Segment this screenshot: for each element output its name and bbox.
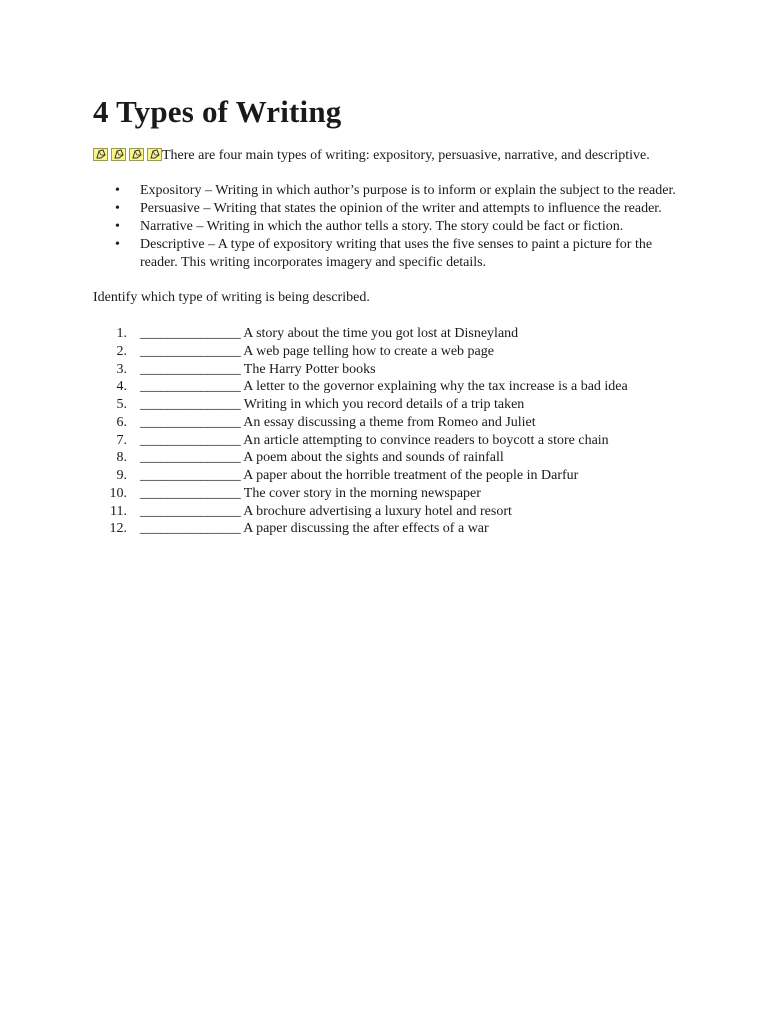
question-item	[93, 414, 700, 432]
pencil-icon	[93, 148, 108, 161]
list-item	[93, 236, 680, 272]
question-item	[93, 361, 700, 379]
instruction-text: Identify which type of writing is being described.	[93, 290, 370, 305]
answer-blank: _______________	[140, 450, 241, 466]
intro-text: There are four main types of writing: expository, persuasive, narrative, and descriptive.	[162, 148, 650, 163]
answer-blank: _______________	[140, 397, 241, 412]
question-item	[93, 325, 700, 343]
type-description: Persuasive – Writing that states the opinion of the writer and attempts to influence the reader.	[140, 201, 662, 216]
question-number: 12.	[109, 521, 127, 537]
question-item	[93, 396, 700, 414]
answer-blank: _______________	[140, 326, 241, 341]
icon-strip	[93, 148, 162, 161]
list-item	[93, 218, 680, 236]
question-number: 10.	[109, 485, 127, 501]
answer-blank: _______________	[140, 361, 241, 377]
type-description: Expository – Writing in which author’s purpose is to inform or explain the subject to the reader.	[140, 183, 676, 198]
writing-types-list	[93, 182, 676, 272]
question-number: 9.	[116, 468, 127, 483]
bullet: •	[115, 183, 120, 198]
intro-paragraph	[93, 147, 653, 165]
question-text: An article attempting to convince readers to boycott a store chain	[243, 432, 609, 448]
question-text: A story about the time you got lost at Disneyland	[243, 326, 519, 341]
question-item	[93, 343, 700, 361]
answer-blank: _______________	[140, 379, 241, 395]
answer-blank: _______________	[140, 521, 241, 537]
answer-blank: _______________	[140, 343, 241, 359]
question-text: Writing in which you record details of a trip taken	[243, 397, 525, 412]
question-item	[93, 503, 700, 521]
question-text: The cover story in the morning newspaper	[243, 485, 481, 501]
question-item	[93, 449, 700, 467]
question-item	[93, 467, 700, 485]
question-text: An essay discussing a theme from Romeo and Juliet	[243, 414, 536, 430]
question-number: 4.	[116, 379, 127, 395]
question-number: 6.	[116, 414, 127, 430]
bullet: •	[115, 201, 120, 216]
type-description: Descriptive – A type of expository writing that uses the five senses to paint a picture for the reader. This writing incorporates imagery and specific details.	[140, 237, 653, 270]
question-text: The Harry Potter books	[243, 361, 376, 377]
question-number: 7.	[116, 432, 127, 448]
question-text: A web page telling how to create a web page	[243, 343, 494, 359]
pencil-icon	[129, 148, 144, 161]
question-number: 8.	[116, 450, 127, 466]
question-text: A paper discussing the after effects of a war	[243, 521, 489, 537]
question-item	[93, 432, 700, 450]
question-text: A poem about the sights and sounds of rainfall	[243, 450, 504, 466]
answer-blank: _______________	[140, 468, 241, 483]
question-item	[93, 520, 700, 538]
answer-blank: _______________	[140, 432, 241, 448]
bullet: •	[115, 237, 120, 252]
answer-blank: _______________	[140, 503, 241, 519]
question-number: 11.	[110, 503, 127, 519]
bullet: •	[115, 219, 120, 234]
answer-blank: _______________	[140, 485, 241, 501]
question-number: 3.	[116, 361, 127, 377]
pencil-icon	[111, 148, 126, 161]
question-number: 1.	[116, 326, 127, 341]
list-item	[93, 182, 680, 200]
pencil-icon	[147, 148, 162, 161]
question-item	[93, 485, 700, 503]
page-title: 4 Types of Writing	[93, 94, 342, 129]
type-description: Narrative – Writing in which the author tells a story. The story could be fact or fiction.	[140, 219, 624, 234]
question-item	[93, 378, 700, 396]
question-text: A paper about the horrible treatment of the people in Darfur	[243, 468, 579, 483]
question-number: 2.	[116, 343, 127, 359]
question-list	[93, 325, 676, 538]
answer-blank: _______________	[140, 414, 241, 430]
list-item	[93, 200, 680, 218]
question-text: A brochure advertising a luxury hotel and resort	[243, 503, 512, 519]
question-number: 5.	[116, 397, 127, 412]
question-text: A letter to the governor explaining why the tax increase is a bad idea	[243, 379, 628, 395]
